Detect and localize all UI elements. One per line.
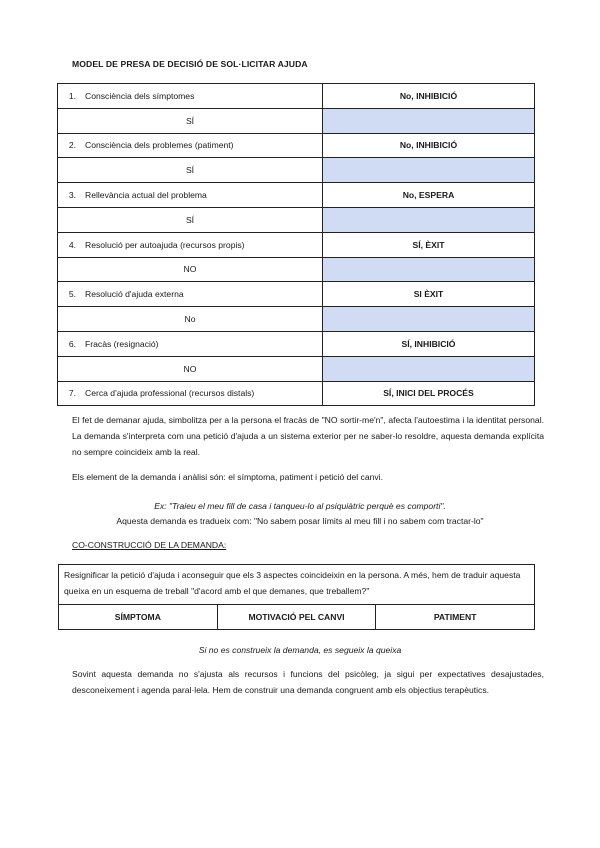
step-label: 5. Resolució d'ajuda externa (58, 282, 323, 307)
table-row (58, 158, 535, 183)
table-row (58, 232, 535, 257)
step-outcome: No, INHIBICIÓ (323, 84, 535, 109)
blank-cell (323, 158, 535, 183)
translation-line: Aquesta demanda es tradueix com: "No sabem posar límits al meu fill i no sabem com tractar-lo" (116, 516, 484, 526)
blank-cell (323, 356, 535, 381)
column-symptom: SÍMPTOMA (59, 605, 218, 629)
table-row (58, 356, 535, 381)
table-row (58, 207, 535, 232)
blank-cell (323, 307, 535, 332)
coconstruction-columns (59, 605, 534, 629)
section-heading: CO-CONSTRUCCIÓ DE LA DEMANDA: (72, 540, 227, 550)
step-label: 6. Fracàs (resignació) (58, 331, 323, 356)
table-row (58, 381, 535, 406)
example-quote: Ex: "Traieu el meu fill de casa i tanqueu-lo al psiquiàtric perquè es comporti". (154, 501, 446, 511)
step-label: 4. Resolució per autoajuda (recursos propis) (58, 232, 323, 257)
column-motivation: MOTIVACIÓ PEL CANVI (218, 605, 377, 629)
coconstruction-text: Resignificar la petició d'ajuda i aconseguir que els 3 aspectes coincideixin en la persona. A més, hem de traduir aquesta queixa en un esquema de treball "d'acord amb el que demanes, que treballem?" (59, 565, 534, 605)
paragraph-adjustment: Sovint aquesta demanda no s'ajusta als recursos i funcions del psicòleg, ja sigui per expectatives desajustades, desconeixement i agenda paral·lela. Hem de construir una demanda congruent amb els objectius terapèutics. (72, 669, 544, 695)
step-outcome: SÍ, INHIBICIÓ (323, 331, 535, 356)
coconstruction-box (58, 564, 535, 630)
step-outcome: No, INHIBICIÓ (323, 133, 535, 158)
paragraph-help-request: El fet de demanar ajuda, simbolitza per a la persona el fracàs de "NO sortir-me'n", afecta l'autoestima i la identitat personal. La demanda s'interpreta com una petició d'ajuda a un sistema exterior per ne saber-lo resoldre, aquesta demanda explícita no sempre coincideix amb la real. (72, 415, 544, 457)
decision-model-table (57, 83, 535, 406)
table-row (58, 307, 535, 332)
step-answer: SÍ (58, 207, 323, 232)
table-row (58, 331, 535, 356)
step-label: 1. Consciència dels símptomes (58, 84, 323, 109)
step-outcome: No, ESPERA (323, 183, 535, 208)
italic-note: Si no es construeix la demanda, es segueix la queixa (198, 645, 402, 655)
step-answer: NO (58, 356, 323, 381)
step-answer: SÍ (58, 108, 323, 133)
table-row (58, 108, 535, 133)
table-row (58, 133, 535, 158)
step-answer: SÍ (58, 158, 323, 183)
paragraph-elements: Els element de la demanda i anàlisi són: el símptoma, patiment i petició del canvi. (72, 472, 383, 482)
step-answer: No (58, 307, 323, 332)
blank-cell (323, 108, 535, 133)
step-answer: NO (58, 257, 323, 282)
step-outcome: SÍ, INICI DEL PROCÉS (323, 381, 535, 406)
blank-cell (323, 207, 535, 232)
column-suffering: PATIMENT (433, 611, 477, 622)
table-row (58, 183, 535, 208)
step-outcome: SI ÈXIT (323, 282, 535, 307)
step-outcome: SÍ, ÈXIT (323, 232, 535, 257)
step-label: 2. Consciència dels problemes (patiment) (58, 133, 323, 158)
table-row (58, 282, 535, 307)
table-row (58, 257, 535, 282)
step-label: 7. Cerca d'ajuda professional (recursos distals) (58, 381, 323, 406)
table-row (58, 84, 535, 109)
blank-cell (323, 257, 535, 282)
page-title: MODEL DE PRESA DE DECISIÓ DE SOL·LICITAR AJUDA (72, 59, 308, 69)
step-label: 3. Rellevància actual del problema (58, 183, 323, 208)
